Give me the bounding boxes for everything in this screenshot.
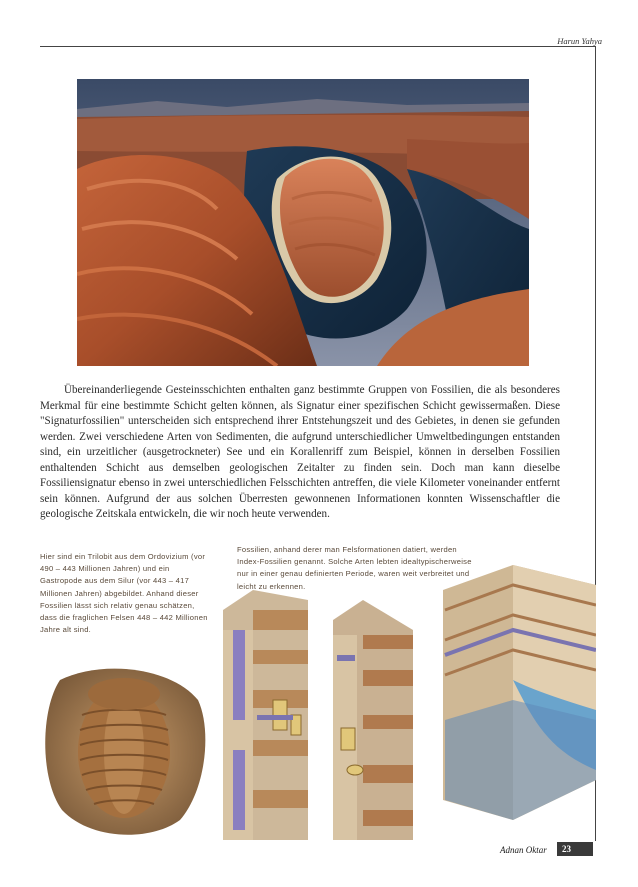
index-fossil-caption: Fossilien, anhand derer man Felsformationen datiert, werden Index-Fossilien genannt. Solche Arten lebten idealtypischerweise nur in einer genau definierten Periode, waren weit verbreitet und leicht zu erkennen. xyxy=(237,545,472,591)
canyon-photo xyxy=(77,79,529,366)
body-paragraph: Übereinanderliegende Gesteinsschichten enthalten ganz bestimmte Gruppen von Fossilien, die als besonderes Merkmal für eine bestimmte Schicht gelten können, als Signatur einer spezifischen Schicht gewissermaßen. Diese "Signaturfossilien" unterscheiden sich entsprechend ihrer Entstehungszeit und des Gebietes, in denen sie gefunden werden. Zwei verschiedene Arten von Sedimenten, die aufgrund unterschiedlicher Umweltbedingungen entstanden sind, ein urzeitlicher (ausgetrockneter) See und ein Korallenriff zum Beispiel, können in derselben Fossilien enthaltenden Schicht aus demselben geologischen Zeitalter zu finden sein. Doch man kann dieselbe Fossiliensignatur ebenso in zwei unterschiedlichen Felsschichten antreffen, die viele Kilometer voneinander entfernt sein können. Aufgrund der aus solchen Überresten gewonnenen Informationen konnten Wissenschaftler die geologische Zeitskala entwickeln, die wir noch heute verwenden. xyxy=(40,384,560,520)
trilobite-fossil-image xyxy=(40,660,208,838)
header-author: Harun Yahya xyxy=(557,36,602,46)
page-number-badge: 23 xyxy=(557,842,593,856)
frame-top-rule xyxy=(40,46,596,47)
trilobite-caption: Hier sind ein Trilobit aus dem Ordovizium (vor 490 – 443 Millionen Jahren) und ein Gastropode aus dem Silur (vor 443 – 417 Millionen Jahren) abgebildet. Anhand dieser Fossilien lässt sich relativ genau schätzen, dass die fraglichen Felsen 448 – 442 Millionen Jahre alt sind. xyxy=(40,552,208,635)
rock-strata-illustration xyxy=(213,540,596,840)
footer-author-label: Adnan Oktar xyxy=(500,845,547,855)
